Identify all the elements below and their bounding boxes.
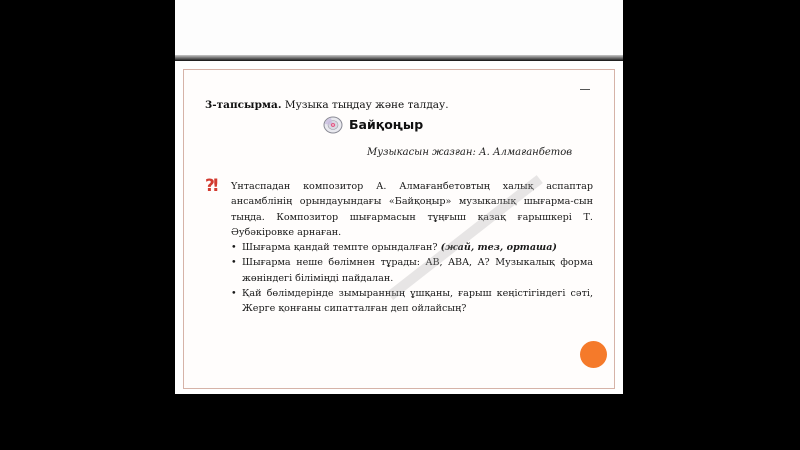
corner-mark bbox=[580, 89, 590, 90]
bullet: • bbox=[231, 242, 237, 254]
list-item bbox=[231, 240, 593, 255]
music-disc-icon bbox=[322, 115, 346, 135]
question-3-text: Қай бөлімдерінде зымыранның ұшқаны, ғарыш кеңістігіндегі сәті, Жерге қонғаны сипатталған деп ойлайсың? bbox=[242, 288, 593, 315]
task-body bbox=[231, 179, 593, 317]
intro-paragraph: Үнтаспадан композитор А. Алмағанбетовтың халық аспаптар ансамблінің орындауындағы «Байқоңыр» музыкалық шығарма-сын тыңда. Композитор шығармасын тұңғыш қазақ ғарышкері Т. Әубәкіровке арнаған. bbox=[231, 181, 593, 238]
top-blank-panel bbox=[175, 0, 623, 55]
task-label: 3-тапсырма. bbox=[205, 99, 282, 111]
bullet: • bbox=[231, 288, 237, 300]
alert-icon: ?! bbox=[205, 176, 217, 196]
question-1-text: Шығарма қандай темпте орындалған? bbox=[242, 242, 441, 254]
bullet: • bbox=[231, 257, 237, 269]
task-text: Музыка тыңдау және талдау. bbox=[284, 99, 449, 111]
composer-credit: Музыкасын жазған: А. Алмағанбетов bbox=[367, 147, 573, 158]
song-title: Байқоңыр bbox=[349, 117, 424, 132]
question-1 bbox=[242, 240, 593, 255]
pointer-dot bbox=[580, 341, 607, 368]
slide bbox=[175, 61, 623, 394]
question-2-text: Шығарма неше бөлімнен тұрады: AB, ABA, A? Музыкалық форма жөніндегі біліміңді пайдалан. bbox=[242, 257, 593, 284]
list-item bbox=[231, 286, 593, 317]
task-heading bbox=[205, 99, 449, 111]
question-1-hint: (жай, тез, орташа) bbox=[440, 242, 557, 254]
